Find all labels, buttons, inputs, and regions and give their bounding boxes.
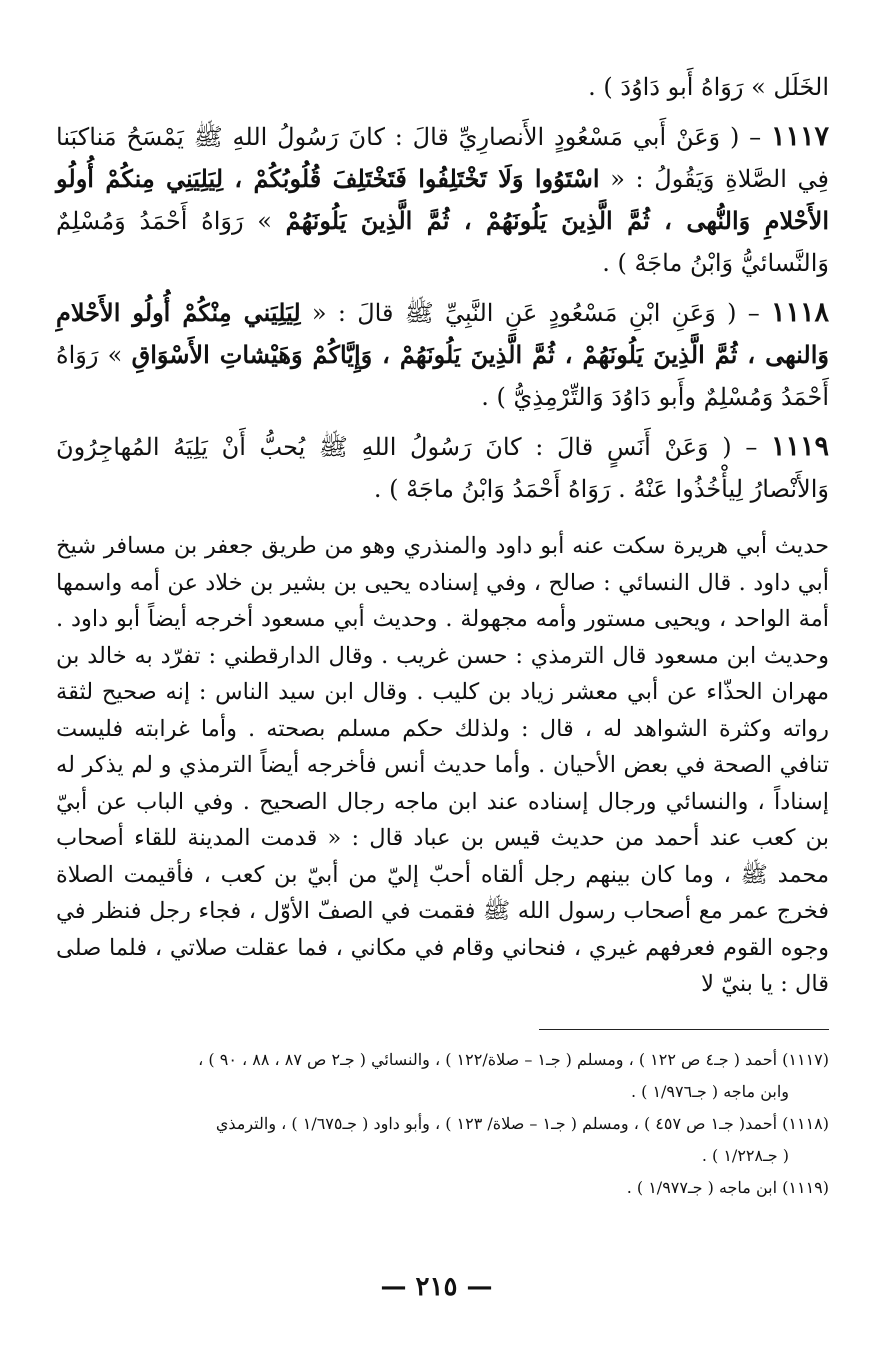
hadith-number: ١١١٨: [770, 297, 829, 328]
hadith-intro: – ( وَعَنْ أَبي مَسْعُودٍ الأَنصارِيِّ قالَ : كانَ رَسُولُ اللهِ ﷺ يَمْسَحُ مَناكبَنا فِي الصَّلاةِ وَيَقُولُ : «: [56, 123, 829, 193]
footnote-1117: [56, 1044, 829, 1108]
footnote-continuation: وابن ماجه ( جـ١/٩٧٦ ) .: [630, 1081, 789, 1101]
hadith-number: ١١١٩: [770, 431, 829, 462]
hadith-1119: [56, 426, 829, 510]
footnote-continuation: ( جـ١/٢٢٨ ) .: [701, 1145, 789, 1165]
footnote-line: (١١١٩) ابن ماجه ( جـ١/٩٧٧ ) .: [626, 1177, 829, 1197]
hadith-number: ١١١٧: [770, 121, 829, 152]
hadith-quote: اسْتَوُوا وَلَا تَخْتَلِفُوا فَتَخْتَلِفَ قُلُوبُكُمْ ، لِيَلِيَنِي مِنكُمْ أُولُو الأَحْلامِ وَالنُّهى ، ثُمَّ الَّذِينَ يَلُونَهُمْ ، ثُمَّ الَّذِينَ يَلُونَهُمْ: [56, 164, 830, 235]
hadith-outro: » رَوَاهُ أَحْمَدُ وَمُسْلِمٌ وَالنَّسائيُّ وَابْنُ ماجَهْ ) .: [56, 207, 829, 277]
hadith-1117: [56, 116, 829, 284]
footnote-rule: [539, 1029, 829, 1030]
footnotes: [56, 1044, 829, 1204]
hadith-intro: – ( وَعَنْ أَنَسٍ قالَ : كانَ رَسُولُ اللهِ ﷺ يُحبُّ أَنْ يَلِيَهُ المُهاجِرُونَ وَالأَنْصارُ لِيأْخُذُوا عَنْهُ . رَوَاهُ أَحْمَدُ وَابْنُ ماجَهْ ) .: [56, 433, 829, 503]
footnote-1119: [56, 1172, 829, 1204]
footnote-line: (١١١٨) أحمد( جـ١ ص ٤٥٧ ) ، ومسلم ( جـ١ – صلاة/ ١٢٣ ) ، وأبو داود ( جـ١/٦٧٥ ) ، والترمذي: [215, 1113, 829, 1133]
hadith-quote: لِيَلِيَني مِنْكُمْ أُولُو الأَحْلامِ وَالنهى ، ثُمَّ الَّذِينَ يَلُونَهُمْ ، ثُمَّ الَّذِينَ يَلُونَهُمْ ، وَإِيَّاكُمْ وَهَيْشاتِ الأَسْوَاقِ: [56, 298, 829, 369]
footnote-1118: [56, 1108, 829, 1172]
commentary: [56, 528, 829, 1003]
continued-line: الخَلَل » رَوَاهُ أَبو دَاوُدَ ) .: [588, 73, 829, 101]
hadith-section: [56, 66, 829, 510]
footnote-line: (١١١٧) أحمد ( جـ٤ ص ١٢٢ ) ، ومسلم ( جـ١ – صلاة/١٢٢ ) ، والنسائي ( جـ٢ ص ٨٧ ، ٨٨ ، ٩٠ ) ،: [198, 1049, 829, 1069]
commentary-text: حديث أبي هريرة سكت عنه أبو داود والمنذري وهو من طريق جعفر بن مسافر شيخ أبي داود . قال النسائي : صالح ، وفي إسناده يحيى بن بشير بن خلاد عن أمه واسمها أمة الواحد ، ويحيى مستور وأمه مجهولة . وحديث أبي مسعود أخرجه أيضاً أبو داود . وحديث ابن مسعود قال الترمذي : حسن غريب . وقال الدارقطني : تفرّد به خالد بن مهران الحذّاء عن أبي معشر زياد بن كليب . وقال ابن سيد الناس : إنه صحيح لثقة رواته وكثرة الشواهد له ، قال : ولذلك حكم مسلم بصحته . وأما غرابته فليست تنافي الصحة في بعض الأحيان . وأما حديث أنس فأخرجه أيضاً الترمذي و لم يذكر له إسناداً ، والنسائي ورجال إسناده عند ابن ماجه رجال الصحيح . وفي الباب عن أبيّ بن كعب عند أحمد من حديث قيس بن عباد قال : « قدمت المدينة للقاء أصحاب محمد ﷺ ، وما كان بينهم رجل ألقاه أحبّ إليّ من أبيّ بن كعب ، فأقيمت الصلاة فخرج عمر مع أصحاب رسول الله ﷺ فقمت في الصفّ الأوّل ، فجاء رجل فنظر في وجوه القوم فعرفهم غيري ، فنحاني وقام في مكاني ، فما عقلت صلاتي ، فلما صلى قال : يا بنيّ لا: [56, 533, 829, 997]
hadith-1118: [56, 292, 829, 418]
hadith-outro: » رَوَاهُ أَحْمَدُ وَمُسْلِمٌ وأَبو دَاوُدَ وَالتِّرْمِذِيُّ ) .: [56, 341, 829, 411]
page-number: — ٢١٥ —: [380, 1272, 493, 1302]
hadith-intro: – ( وَعَنِ ابْنِ مَسْعُودٍ عَنِ النَّبِيِّ ﷺ قالَ : «: [300, 299, 771, 327]
